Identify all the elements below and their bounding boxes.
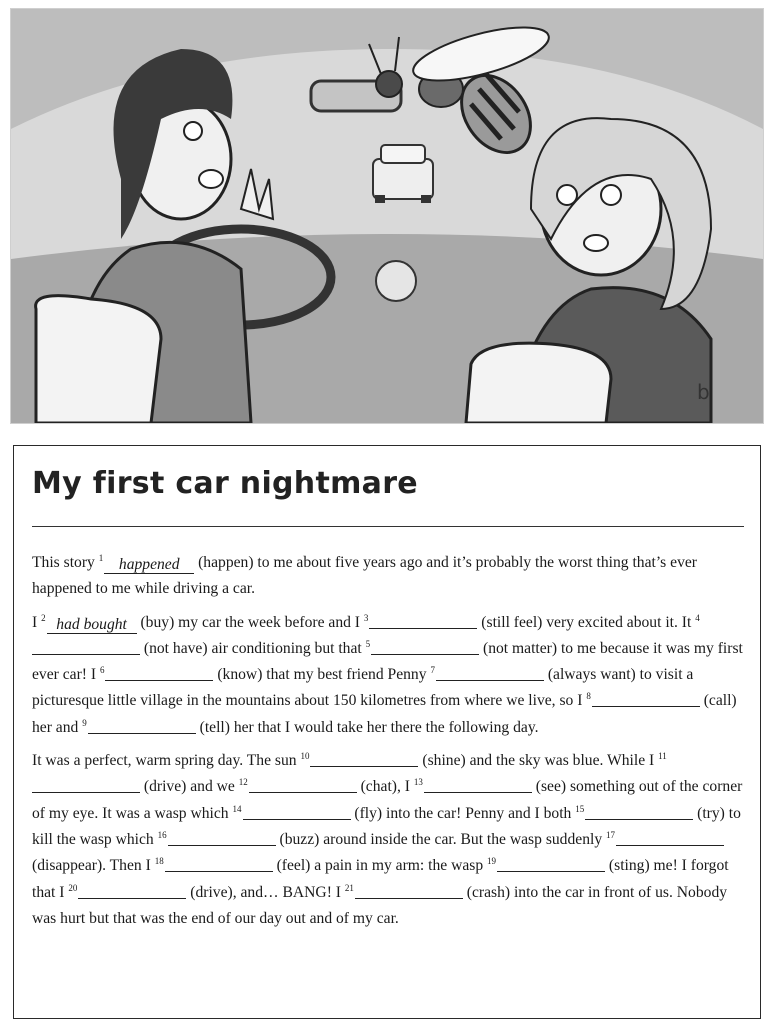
gap-number: 18 [154, 856, 164, 867]
answer-blank[interactable] [88, 716, 196, 734]
gap-number: 15 [575, 803, 585, 814]
gap-number: 6 [99, 665, 105, 676]
answer-blank[interactable] [168, 828, 276, 846]
title-divider [32, 526, 744, 527]
answer-blank[interactable] [78, 881, 186, 899]
story-paragraph [32, 610, 744, 741]
gap-number: 1 [98, 553, 104, 563]
answer-blank[interactable] [249, 775, 357, 793]
answer-blank[interactable] [355, 881, 463, 899]
answer-blank[interactable] [424, 775, 532, 793]
answer-blank[interactable]: had bought [47, 616, 137, 634]
answer-blank[interactable] [616, 828, 724, 846]
worksheet-panel [13, 445, 761, 1019]
story-text-segment: (always want) to visit a picturesque little village in the mountains about 150 kilometres from where we live, so I [32, 666, 694, 710]
story-paragraph [32, 550, 744, 603]
gap-number: 12 [238, 777, 248, 788]
story-text-segment: (chat), I [356, 778, 414, 796]
story-text-segment: (try) to kill the wasp which [32, 804, 741, 848]
worksheet-title: My first car nightmare [32, 466, 418, 501]
gap-number: 3 [363, 612, 369, 623]
story-paragraph [32, 748, 744, 932]
answer-blank[interactable] [310, 749, 418, 767]
car-ahead-icon [373, 145, 433, 203]
answer-blank[interactable] [436, 663, 544, 681]
story-text-segment: I [32, 613, 42, 631]
gap-number: 11 [658, 751, 667, 762]
answer-blank[interactable] [497, 854, 605, 872]
story-text-segment: (fly) into the car! Penny and I both [350, 804, 576, 822]
answer-blank[interactable] [243, 802, 351, 820]
story-text-segment: (buzz) around inside the car. But the wasp suddenly [275, 830, 607, 848]
story-text-segment: (not matter) to me because it was my first ever car! I [32, 639, 743, 684]
story-text [32, 550, 744, 939]
cartoon-illustration [10, 8, 764, 424]
gap-number: 14 [232, 803, 242, 814]
story-text-segment: (feel) a pain in my arm: the wasp [272, 857, 488, 875]
story-text-segment: It was a perfect, warm spring day. The sun [32, 752, 301, 770]
story-text-segment: (happen) to me about five years ago and it’s probably the worst thing that’s ever happened to me while driving a car. [32, 554, 697, 598]
car-interior-scene [11, 9, 763, 423]
answer-blank[interactable] [371, 637, 479, 655]
story-text-segment: (drive), and… BANG! I [186, 883, 345, 901]
gap-number: 21 [344, 882, 354, 893]
artist-signature: b [697, 380, 710, 404]
story-text-segment: (see) something out of the corner of my eye. It was a wasp which [32, 778, 743, 822]
gap-number: 2 [41, 612, 46, 623]
gap-number: 10 [300, 751, 310, 762]
story-text-segment: (know) that my best friend Penny [213, 666, 431, 684]
story-text-segment: (tell) her that I would take her there the following day. [195, 718, 539, 736]
story-text-segment: (call) her and [32, 692, 737, 736]
gap-number: 13 [413, 777, 423, 788]
gap-number: 17 [606, 829, 616, 840]
story-text-segment: (shine) and the sky was blue. While I [418, 752, 659, 770]
gap-number: 5 [365, 638, 371, 649]
story-text-segment: This story [32, 554, 99, 571]
answer-blank[interactable] [32, 637, 140, 655]
story-text-segment: (sting) me! I forgot that I [32, 857, 729, 901]
story-text-segment: (still feel) very excited about it. It [477, 613, 696, 631]
gap-number: 9 [82, 717, 87, 728]
answer-blank[interactable] [592, 689, 700, 707]
answer-blank[interactable] [369, 611, 477, 629]
gap-number: 20 [68, 882, 78, 893]
story-text-segment: (not have) air conditioning but that [140, 639, 366, 657]
gap-number: 8 [586, 691, 591, 702]
story-text-segment: (drive) and we [140, 778, 239, 796]
gap-number: 16 [157, 829, 167, 840]
answer-blank[interactable] [585, 802, 693, 820]
answer-blank[interactable] [165, 854, 273, 872]
story-text-segment: (crash) into the car in front of us. Nobody was hurt but that was the end of our day out and of my car. [32, 883, 728, 927]
story-text-segment: (buy) my car the week before and I [136, 613, 364, 631]
answer-blank[interactable]: happened [104, 556, 194, 574]
story-text-segment: (disappear). Then I [32, 857, 155, 875]
answer-blank[interactable] [32, 775, 140, 793]
gap-number: 4 [695, 612, 700, 623]
gap-number: 19 [487, 856, 497, 867]
answer-blank[interactable] [105, 663, 213, 681]
gap-number: 7 [430, 665, 435, 676]
